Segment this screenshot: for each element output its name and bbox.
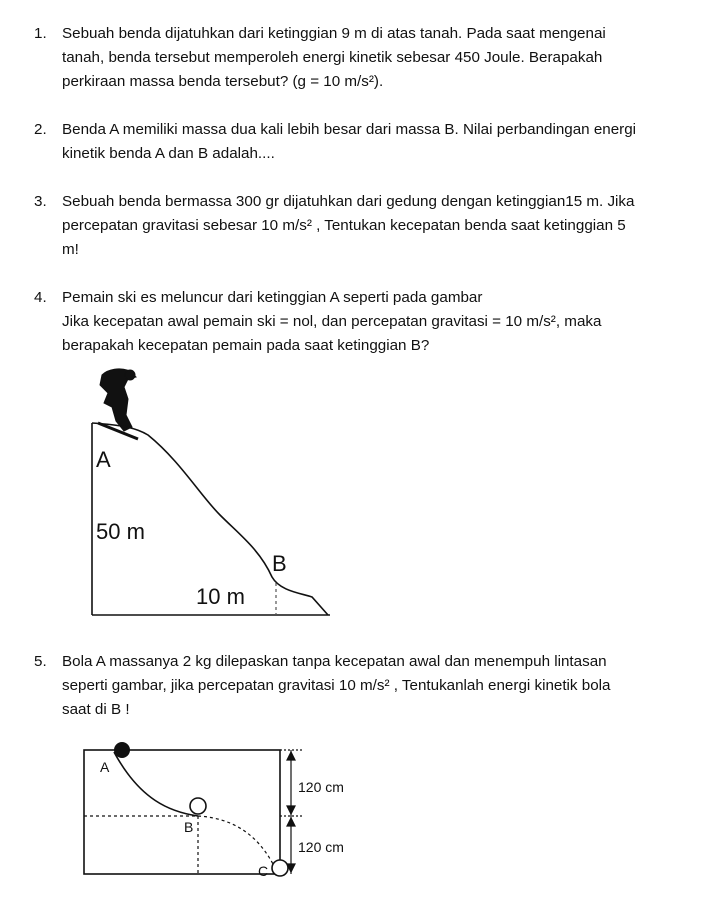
question-line: seperti gambar, jika percepatan gravitasi 10 m/s² , Tentukanlah energi kinetik bola bbox=[62, 677, 611, 694]
question-line: m! bbox=[62, 241, 79, 258]
question-text bbox=[62, 650, 702, 722]
question-number: 3. bbox=[34, 193, 47, 210]
question-line: percepatan gravitasi sebesar 10 m/s² , Tentukan kecepatan benda saat ketinggian 5 bbox=[62, 217, 626, 234]
ball-b bbox=[190, 798, 206, 814]
dimension-line bbox=[280, 750, 302, 874]
height-bottom-label: 120 cm bbox=[298, 839, 344, 855]
ball-track-figure bbox=[80, 742, 380, 887]
question-line: Bola A massanya 2 kg dilepaskan tanpa kecepatan awal dan menempuh lintasan bbox=[62, 653, 607, 670]
track-curve bbox=[114, 752, 198, 816]
question-line: tanah, benda tersebut memperoleh energi kinetik sebesar 450 Joule. Berapakah bbox=[62, 49, 603, 66]
question-line: Sebuah benda bermassa 300 gr dijatuhkan dari gedung dengan ketinggian15 m. Jika bbox=[62, 193, 635, 210]
ball-c bbox=[272, 860, 288, 876]
question-line: saat di B ! bbox=[62, 701, 130, 718]
question-line: perkiraan massa benda tersebut? (g = 10 m/s²). bbox=[62, 73, 384, 90]
question-text bbox=[62, 118, 702, 166]
label-a: A bbox=[96, 447, 111, 472]
label-b: B bbox=[184, 819, 194, 835]
question-number: 5. bbox=[34, 653, 47, 670]
question-number: 4. bbox=[34, 289, 47, 306]
height-label-a: 50 m bbox=[96, 519, 145, 544]
question-line: berapakah kecepatan pemain pada saat ketinggian B? bbox=[62, 337, 430, 354]
question-line: Sebuah benda dijatuhkan dari ketinggian 9 m di atas tanah. Pada saat mengenai bbox=[62, 25, 606, 42]
ball-a bbox=[114, 742, 130, 758]
label-c: C bbox=[258, 863, 269, 879]
question-line: Pemain ski es meluncur dari ketinggian A seperti pada gambar bbox=[62, 289, 483, 306]
question-number: 1. bbox=[34, 25, 47, 42]
question-number: 2. bbox=[34, 121, 47, 138]
label-b: B bbox=[272, 551, 287, 576]
question-text bbox=[62, 22, 702, 94]
projectile-path bbox=[198, 816, 276, 870]
question-text bbox=[62, 190, 702, 262]
ski-slope-figure bbox=[80, 365, 340, 630]
label-a: A bbox=[100, 759, 110, 775]
question-line: Jika kecepatan awal pemain ski = nol, dan percepatan gravitasi = 10 m/s², maka bbox=[62, 313, 602, 330]
question-line: Benda A memiliki massa dua kali lebih besar dari massa B. Nilai perbandingan energi bbox=[62, 121, 637, 138]
question-line: kinetik benda A dan B adalah.... bbox=[62, 145, 275, 162]
height-top-label: 120 cm bbox=[298, 779, 344, 795]
height-label-b: 10 m bbox=[196, 584, 245, 609]
question-text bbox=[62, 286, 702, 358]
